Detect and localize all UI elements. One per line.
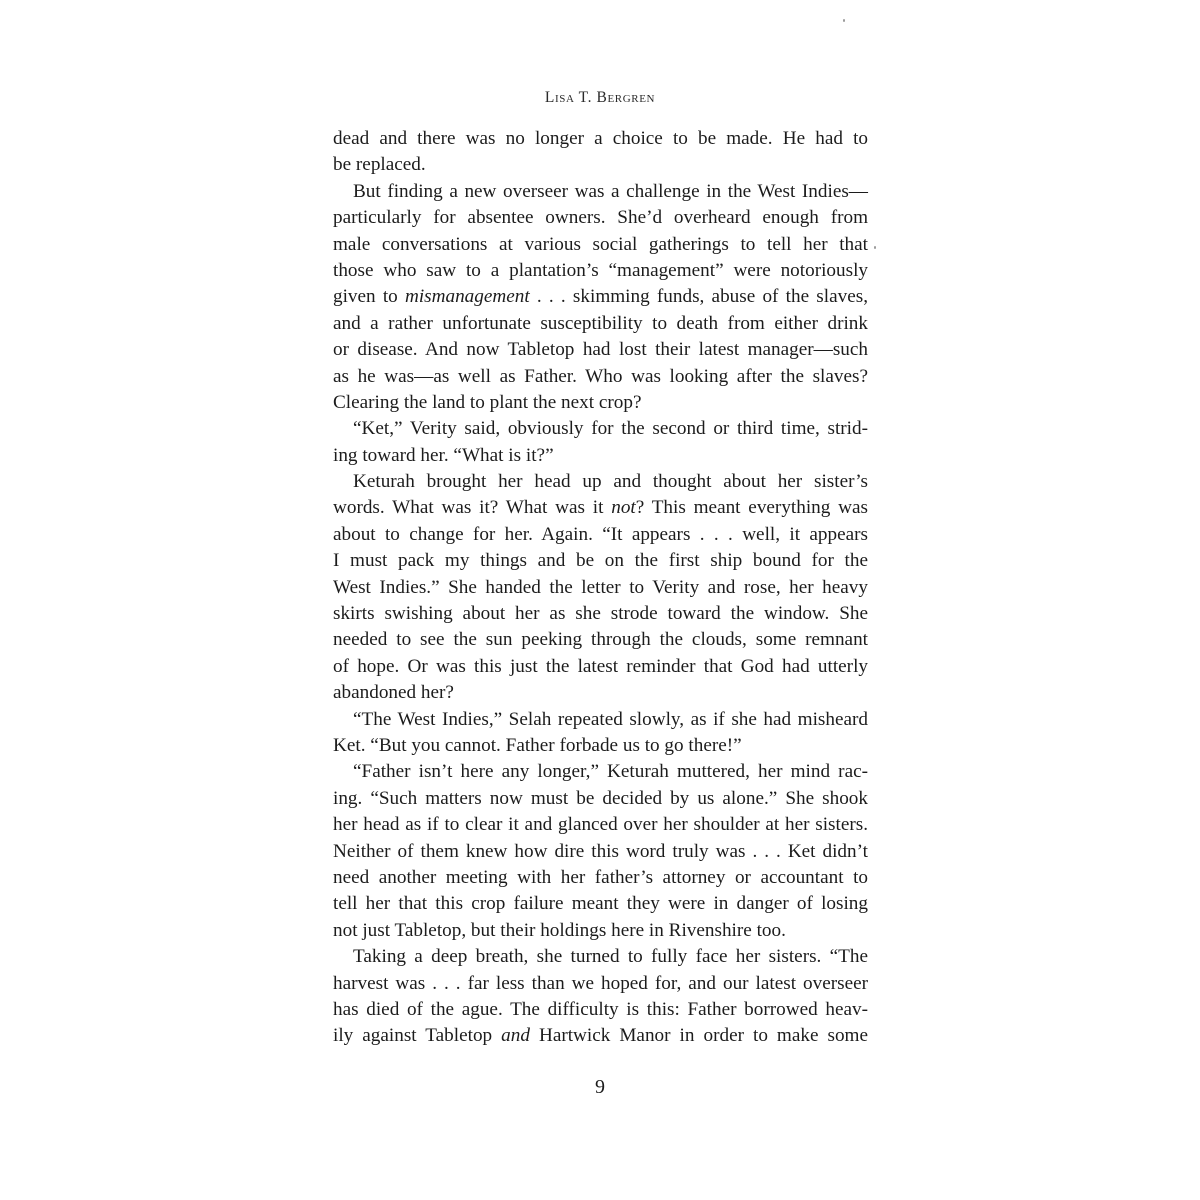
scan-speck xyxy=(843,19,845,22)
text-line: about to change for her. Again. “It appears . . . well, it appears xyxy=(333,523,868,545)
paragraph xyxy=(333,759,868,944)
text-line: West Indies.” She handed the letter to Verity and rose, her heavy xyxy=(333,576,868,598)
text-line: Ket. “But you cannot. Father forbade us to go there!” xyxy=(333,734,742,756)
text-line: abandoned her? xyxy=(333,682,454,704)
text-line: I must pack my things and be on the first ship bound for the xyxy=(333,550,868,572)
page-number: 9 xyxy=(595,1076,605,1098)
text-line: her head as if to clear it and glanced over her shoulder at her sisters. xyxy=(333,814,868,836)
running-head-author: Lisa T. Bergren xyxy=(544,89,656,106)
text-line: Taking a deep breath, she turned to fully face her sisters. “The xyxy=(353,946,868,968)
emphasis: not xyxy=(611,497,636,519)
text-line: needed to see the sun peeking through the clouds, some remnant xyxy=(333,629,868,651)
emphasis: and xyxy=(501,1025,530,1047)
paragraph xyxy=(333,469,868,707)
text-line: Clearing the land to plant the next crop? xyxy=(333,391,642,413)
text-line: Neither of them knew how dire this word truly was . . . Ket didn’t xyxy=(333,840,868,862)
text-line: ing. “Such matters now must be decided by us alone.” She shook xyxy=(333,787,868,809)
text-line: tell her that this crop failure meant they were in danger of losing xyxy=(333,893,868,915)
text-line: ily against Tabletop and Hartwick Manor in order to make some xyxy=(333,1025,868,1047)
paragraph xyxy=(333,179,868,417)
text-line: “Father isn’t here any longer,” Keturah muttered, her mind rac- xyxy=(353,761,868,783)
text-line: Keturah brought her head up and thought about her sister’s xyxy=(353,471,868,493)
paragraph xyxy=(333,126,868,179)
scan-speck xyxy=(874,246,876,249)
text-line: skirts swishing about her as she strode toward the window. She xyxy=(333,603,868,625)
paragraph xyxy=(333,707,868,760)
text-line: has died of the ague. The difficulty is this: Father borrowed heav- xyxy=(333,998,868,1020)
paragraph xyxy=(333,416,868,469)
text-line: particularly for absentee owners. She’d overheard enough from xyxy=(333,207,868,229)
text-line: not just Tabletop, but their holdings here in Rivenshire too. xyxy=(333,919,786,941)
text-line: ing toward her. “What is it?” xyxy=(333,444,554,466)
text-line: of hope. Or was this just the latest reminder that God had utterly xyxy=(333,655,868,677)
text-line: need another meeting with her father’s attorney or accountant to xyxy=(333,866,868,888)
text-line: be replaced. xyxy=(333,154,426,176)
text-line: male conversations at various social gatherings to tell her that xyxy=(333,233,868,255)
emphasis: mismanagement xyxy=(404,286,530,308)
text-line: dead and there was no longer a choice to be made. He had to xyxy=(333,128,868,149)
text-line: But finding a new overseer was a challenge in the West Indies— xyxy=(353,180,868,202)
text-line: harvest was . . . far less than we hoped for, and our latest overseer xyxy=(333,972,868,994)
text-line: as he was—as well as Father. Who was looking after the slaves? xyxy=(333,365,868,387)
text-line: given to mismanagement . . . skimming funds, abuse of the slaves, xyxy=(333,286,868,308)
text-line: those who saw to a plantation’s “management” were notoriously xyxy=(333,259,868,281)
body-text xyxy=(333,126,868,1050)
text-line: or disease. And now Tabletop had lost their latest manager—such xyxy=(333,339,868,361)
paragraph xyxy=(333,944,868,1050)
text-line: “Ket,” Verity said, obviously for the second or third time, strid- xyxy=(353,418,868,440)
text-line: and a rather unfortunate susceptibility to death from either drink xyxy=(333,312,868,334)
text-line: words. What was it? What was it not? This meant everything was xyxy=(333,497,868,519)
text-line: “The West Indies,” Selah repeated slowly, as if she had misheard xyxy=(353,708,868,730)
